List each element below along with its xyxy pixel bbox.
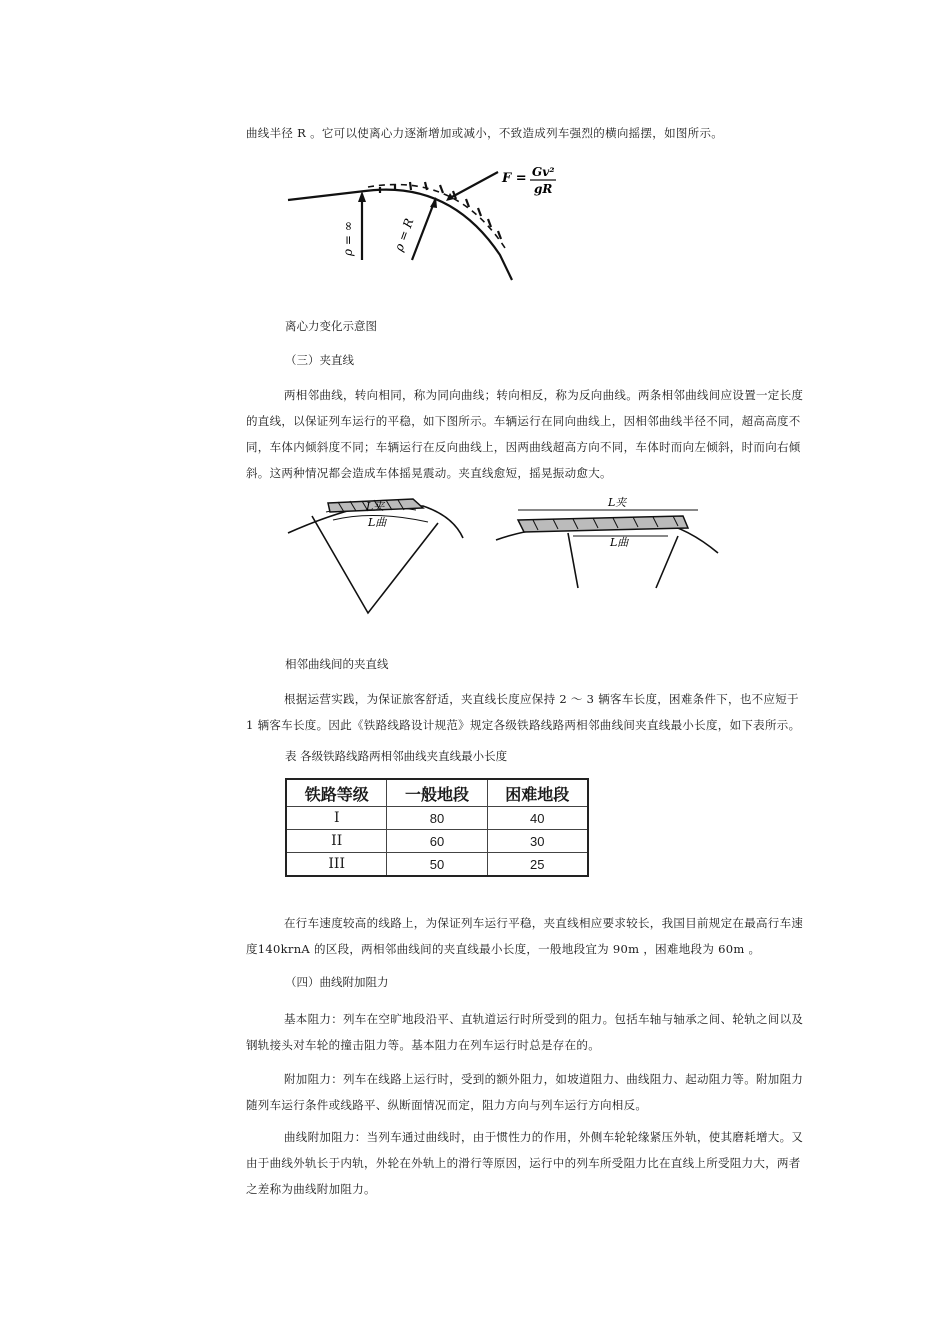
difficult-cell: 40 — [487, 807, 588, 830]
table-row — [286, 807, 588, 830]
basic-resistance-paragraph: 基本阻力：列车在空旷地段沿平、直轨道运行时所受到的阻力。包括车轴与轴承之间、轮轨之间以及钢轨接头对车轮的撞击阻力等。基本阻力在列车运行时总是存在的。 — [246, 1012, 804, 1052]
min-clip-length-table — [285, 778, 589, 877]
formula-denominator: gR — [534, 182, 553, 196]
grade-cell: III — [286, 853, 387, 877]
table-row — [286, 830, 588, 853]
table-row — [286, 853, 588, 877]
table-header-row — [286, 779, 588, 807]
intro-paragraph: 曲线半径 R 。它可以使离心力逐渐增加或减小，不致造成列车强烈的横向摇摆，如图所示。 — [246, 126, 724, 140]
left-l-curve-label: L曲 — [368, 516, 387, 529]
grade-cell: II — [286, 830, 387, 853]
rho-infinity-label: ρ = ∞ — [341, 221, 355, 256]
centrifugal-force-figure — [280, 160, 580, 285]
formula-numerator: Gv² — [532, 165, 555, 179]
adjacent-curves-figure — [288, 488, 728, 618]
speed-paragraph: 在行车速度较高的线路上，为保证列车运行平稳，夹直线相应要求较长，我国目前规定在最高行车速度140krnA 的区段，两相邻曲线间的夹直线最小长度，一般地段宜为 90m ，困难地段为 60m 。 — [246, 916, 804, 956]
rho-r-label: ρ = R — [391, 216, 417, 254]
clip-line-paragraph-2: 根据运营实践，为保证旅客舒适，夹直线长度应保持 2 ～ 3 辆客车长度，困难条件下，也不应短于 1 辆客车长度。因此《铁路线路设计规范》规定各级铁路线路两相邻曲线间夹直线最小长度，如下表所示。 — [246, 692, 801, 732]
grade-cell: I — [286, 807, 387, 830]
right-l-clip-label: L夹 — [608, 496, 627, 509]
left-l-clip-label: L夹 — [366, 500, 385, 513]
difficult-cell: 30 — [487, 830, 588, 853]
normal-cell: 60 — [387, 830, 487, 853]
figure1-caption: 离心力变化示意图 — [285, 319, 377, 333]
section-heading-4: （四）曲线附加阻力 — [285, 975, 389, 989]
formula-f-label: F = — [502, 171, 527, 186]
figure2-caption: 相邻曲线间的夹直线 — [285, 657, 389, 671]
right-l-curve-label: L曲 — [610, 536, 629, 549]
normal-cell: 50 — [387, 853, 487, 877]
section-heading-3: （三）夹直线 — [285, 353, 354, 367]
normal-cell: 80 — [387, 807, 487, 830]
table-header: 一般地段 — [387, 779, 487, 807]
additional-resistance-paragraph: 附加阻力：列车在线路上运行时，受到的额外阻力，如坡道阻力、曲线阻力、起动阻力等。附加阻力随列车运行条件或线路平、纵断面情况而定，阻力方向与列车运行方向相反。 — [246, 1072, 804, 1112]
difficult-cell: 25 — [487, 853, 588, 877]
curve-resistance-paragraph: 曲线附加阻力：当列车通过曲线时，由于惯性力的作用，外侧车轮轮缘紧压外轨，使其磨耗增大。又由于曲线外轨长于内轨，外轮在外轨上的滑行等原因，运行中的列车所受阻力比在直线上所受阻力大，两者之差称为曲线附加阻力。 — [246, 1130, 804, 1196]
table-header: 困难地段 — [487, 779, 588, 807]
clip-line-paragraph-1: 两相邻曲线，转向相同，称为同向曲线；转向相反，称为反向曲线。两条相邻曲线间应设置一定长度的直线，以保证列车运行的平稳，如下图所示。车辆运行在同向曲线上，因相邻曲线半径不同，超高高度不同，车体内倾斜度不同；车辆运行在反向曲线上，因两曲线超高方向不同，车体时而向左倾斜，时而向右倾斜。这两种情况都会造成车体摇晃震动。夹直线愈短，摇晃振动愈大。 — [246, 388, 804, 480]
table-caption: 表 各级铁路线路两相邻曲线夹直线最小长度 — [285, 749, 508, 763]
table-header: 铁路等级 — [286, 779, 387, 807]
